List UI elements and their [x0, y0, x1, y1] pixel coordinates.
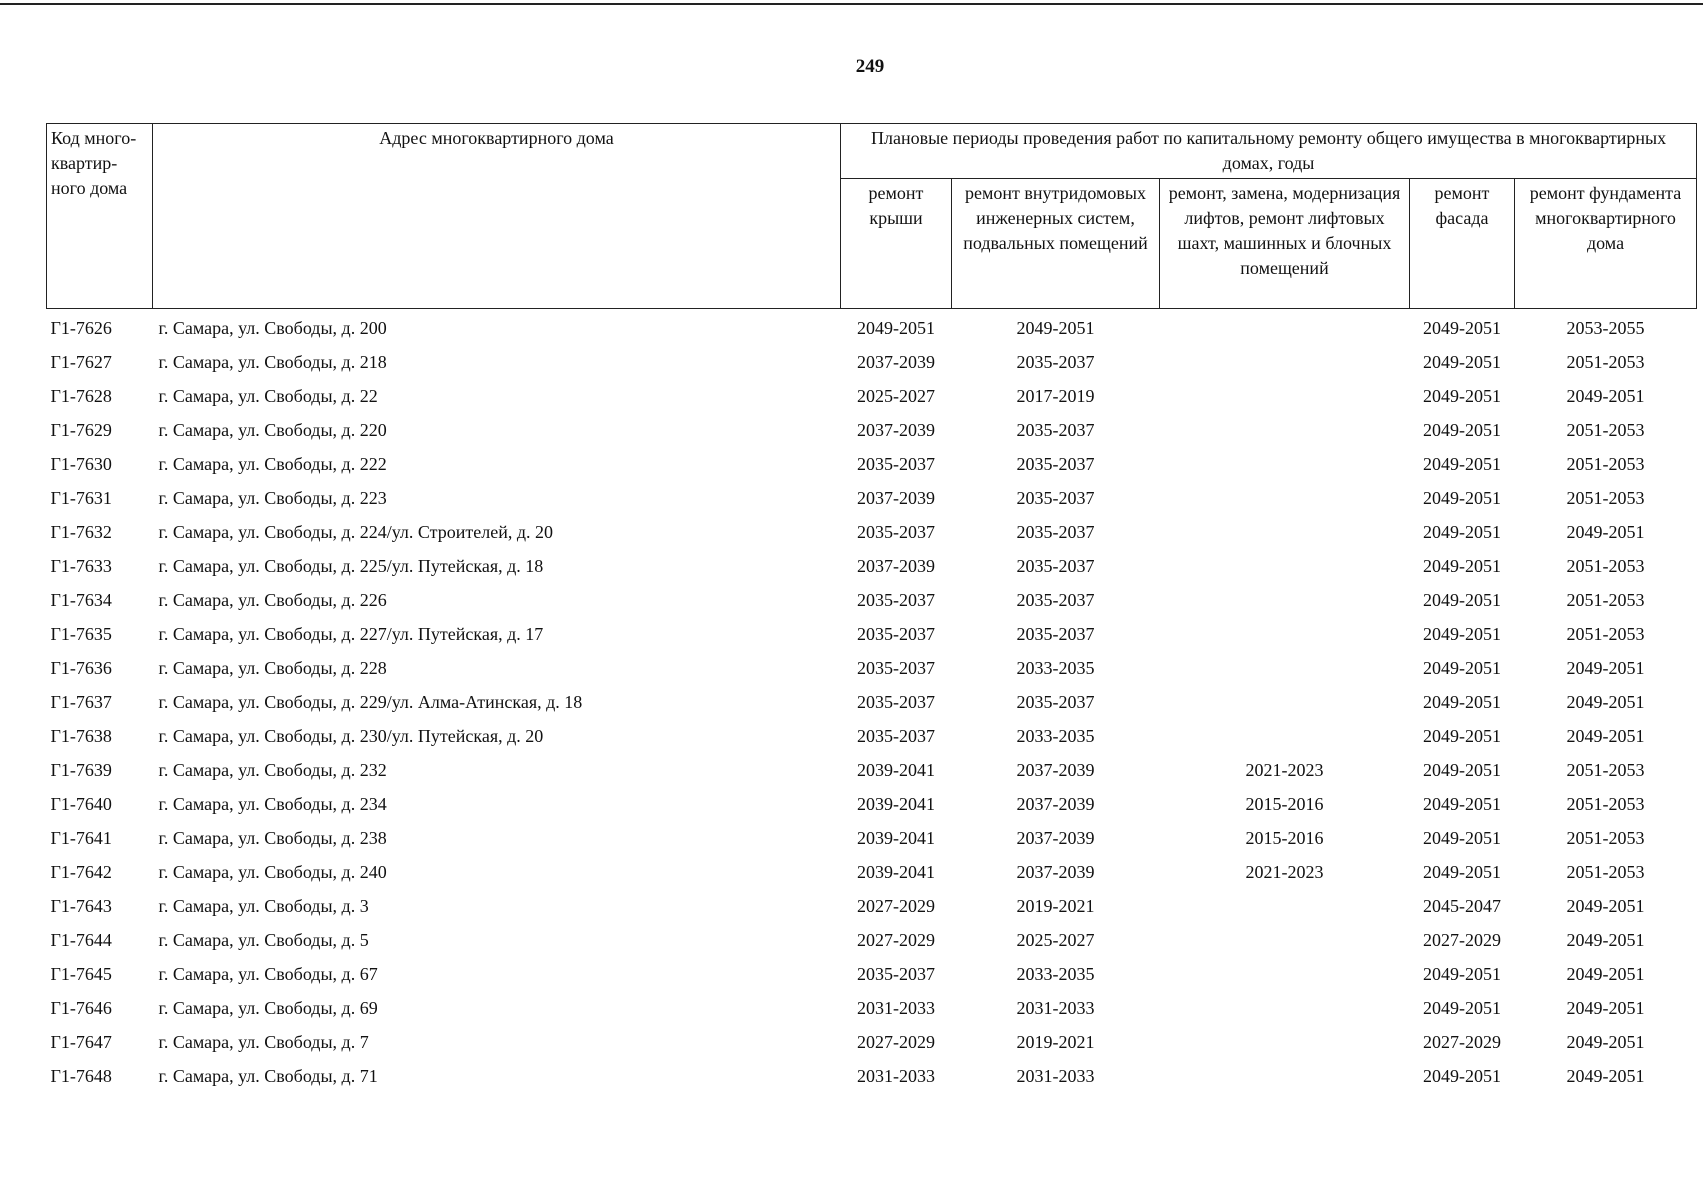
cell-code: Г1-7648 — [50, 1065, 112, 1086]
cell-code: Г1-7634 — [50, 589, 112, 610]
cell-lifts — [1160, 1059, 1410, 1093]
cell-code: Г1-7627 — [50, 351, 112, 372]
table-row — [47, 1025, 1697, 1059]
table-row — [47, 345, 1697, 379]
cell-code: Г1-7639 — [50, 759, 112, 780]
cell-foundation: 2051-2053 — [1566, 827, 1645, 848]
cell-engineering: 2035-2037 — [1016, 555, 1095, 576]
cell-foundation: 2049-2051 — [1566, 385, 1645, 406]
table-row — [47, 957, 1697, 991]
header-periods-group: Плановые периоды проведения работ по капитальному ремонту общего имущества в многоквартирных домах, годы — [841, 124, 1697, 179]
cell-foundation: 2051-2053 — [1566, 861, 1645, 882]
cell-roof: 2039-2041 — [857, 861, 935, 882]
cell-code: Г1-7626 — [50, 317, 112, 338]
cell-engineering: 2019-2021 — [1016, 1031, 1095, 1052]
cell-foundation: 2051-2053 — [1566, 759, 1645, 780]
cell-address: г. Самара, ул. Свободы, д. 227/ул. Путейская, д. 17 — [158, 623, 544, 644]
cell-facade: 2049-2051 — [1423, 521, 1501, 542]
cell-roof: 2035-2037 — [857, 657, 935, 678]
cell-roof: 2037-2039 — [857, 419, 935, 440]
cell-address: г. Самара, ул. Свободы, д. 222 — [158, 453, 387, 474]
header-roof: ремонт крыши — [841, 179, 952, 309]
cell-facade: 2049-2051 — [1423, 691, 1501, 712]
header-engineering: ремонт внутридомовых инженерных систем, подвальных помещений — [952, 179, 1160, 309]
cell-facade: 2049-2051 — [1423, 759, 1501, 780]
table-header — [47, 124, 1697, 309]
table-row — [47, 991, 1697, 1025]
cell-address: г. Самара, ул. Свободы, д. 224/ул. Строителей, д. 20 — [158, 521, 554, 542]
cell-code: Г1-7637 — [50, 691, 112, 712]
cell-engineering: 2037-2039 — [1016, 793, 1095, 814]
cell-address: г. Самара, ул. Свободы, д. 232 — [158, 759, 387, 780]
cell-address: г. Самара, ул. Свободы, д. 229/ул. Алма-Атинская, д. 18 — [158, 691, 583, 712]
cell-engineering: 2035-2037 — [1016, 419, 1095, 440]
cell-engineering: 2037-2039 — [1016, 827, 1095, 848]
cell-facade: 2049-2051 — [1423, 589, 1501, 610]
cell-foundation: 2051-2053 — [1566, 351, 1645, 372]
cell-roof: 2027-2029 — [857, 929, 935, 950]
cell-engineering: 2037-2039 — [1016, 861, 1095, 882]
cell-address: г. Самара, ул. Свободы, д. 22 — [158, 385, 378, 406]
cell-engineering: 2033-2035 — [1016, 725, 1095, 746]
table-row — [47, 413, 1697, 447]
cell-engineering: 2035-2037 — [1016, 521, 1095, 542]
cell-roof: 2039-2041 — [857, 759, 935, 780]
cell-address: г. Самара, ул. Свободы, д. 228 — [158, 657, 387, 678]
cell-facade: 2049-2051 — [1423, 963, 1501, 984]
cell-lifts — [1160, 1025, 1410, 1059]
cell-foundation: 2049-2051 — [1566, 657, 1645, 678]
table-row — [47, 549, 1697, 583]
cell-engineering: 2035-2037 — [1016, 453, 1095, 474]
cell-roof: 2035-2037 — [857, 623, 935, 644]
cell-facade: 2049-2051 — [1423, 623, 1501, 644]
cell-foundation: 2051-2053 — [1566, 793, 1645, 814]
cell-foundation: 2049-2051 — [1566, 691, 1645, 712]
cell-roof: 2031-2033 — [857, 997, 935, 1018]
cell-code: Г1-7630 — [50, 453, 112, 474]
cell-lifts — [1160, 549, 1410, 583]
table-row — [47, 719, 1697, 753]
cell-engineering: 2033-2035 — [1016, 657, 1095, 678]
cell-foundation: 2051-2053 — [1566, 419, 1645, 440]
cell-lifts: 2021-2023 — [1245, 759, 1324, 780]
cell-code: Г1-7632 — [50, 521, 112, 542]
cell-roof: 2025-2027 — [857, 385, 935, 406]
cell-code: Г1-7635 — [50, 623, 112, 644]
cell-facade: 2049-2051 — [1423, 453, 1501, 474]
cell-engineering: 2035-2037 — [1016, 589, 1095, 610]
cell-lifts — [1160, 309, 1410, 346]
cell-lifts — [1160, 617, 1410, 651]
cell-facade: 2049-2051 — [1423, 419, 1501, 440]
cell-lifts: 2021-2023 — [1245, 861, 1324, 882]
cell-facade: 2027-2029 — [1423, 1031, 1501, 1052]
cell-facade: 2027-2029 — [1423, 929, 1501, 950]
cell-engineering: 2017-2019 — [1016, 385, 1095, 406]
cell-roof: 2027-2029 — [857, 895, 935, 916]
cell-foundation: 2053-2055 — [1566, 317, 1645, 338]
cell-foundation: 2051-2053 — [1566, 555, 1645, 576]
cell-lifts — [1160, 889, 1410, 923]
cell-facade: 2049-2051 — [1423, 861, 1501, 882]
cell-engineering: 2031-2033 — [1016, 997, 1095, 1018]
cell-code: Г1-7638 — [50, 725, 112, 746]
cell-code: Г1-7629 — [50, 419, 112, 440]
cell-address: г. Самара, ул. Свободы, д. 225/ул. Путейская, д. 18 — [158, 555, 544, 576]
cell-foundation: 2049-2051 — [1566, 521, 1645, 542]
cell-roof: 2039-2041 — [857, 827, 935, 848]
cell-roof: 2049-2051 — [857, 317, 935, 338]
cell-lifts — [1160, 515, 1410, 549]
page-number: 249 — [855, 56, 885, 77]
cell-lifts — [1160, 957, 1410, 991]
cell-address: г. Самара, ул. Свободы, д. 5 — [158, 929, 369, 950]
cell-lifts — [1160, 379, 1410, 413]
cell-roof: 2035-2037 — [857, 963, 935, 984]
cell-code: Г1-7647 — [50, 1031, 112, 1052]
cell-roof: 2031-2033 — [857, 1065, 935, 1086]
cell-address: г. Самара, ул. Свободы, д. 71 — [158, 1065, 378, 1086]
cell-foundation: 2051-2053 — [1566, 623, 1645, 644]
header-foundation: ремонт фундамента многоквартирного дома — [1515, 179, 1697, 309]
cell-engineering: 2019-2021 — [1016, 895, 1095, 916]
cell-roof: 2037-2039 — [857, 555, 935, 576]
cell-address: г. Самара, ул. Свободы, д. 218 — [158, 351, 387, 372]
cell-address: г. Самара, ул. Свободы, д. 200 — [158, 317, 387, 338]
cell-lifts — [1160, 583, 1410, 617]
cell-facade: 2049-2051 — [1423, 657, 1501, 678]
cell-facade: 2049-2051 — [1423, 725, 1501, 746]
cell-foundation: 2049-2051 — [1566, 1065, 1645, 1086]
table-row — [47, 855, 1697, 889]
cell-facade: 2049-2051 — [1423, 317, 1501, 338]
cell-address: г. Самара, ул. Свободы, д. 230/ул. Путейская, д. 20 — [158, 725, 544, 746]
cell-address: г. Самара, ул. Свободы, д. 238 — [158, 827, 387, 848]
cell-engineering: 2035-2037 — [1016, 487, 1095, 508]
cell-code: Г1-7646 — [50, 997, 112, 1018]
cell-code: Г1-7631 — [50, 487, 112, 508]
header-facade: ремонт фасада — [1410, 179, 1515, 309]
cell-engineering: 2035-2037 — [1016, 623, 1095, 644]
cell-code: Г1-7642 — [50, 861, 112, 882]
cell-roof: 2037-2039 — [857, 487, 935, 508]
table-body — [47, 309, 1697, 1094]
table-row — [47, 481, 1697, 515]
cell-code: Г1-7645 — [50, 963, 112, 984]
header-code: Код много-квартир-ного дома — [47, 124, 153, 309]
table-row — [47, 379, 1697, 413]
cell-engineering: 2031-2033 — [1016, 1065, 1095, 1086]
cell-address: г. Самара, ул. Свободы, д. 3 — [158, 895, 369, 916]
cell-lifts — [1160, 651, 1410, 685]
cell-code: Г1-7636 — [50, 657, 112, 678]
cell-lifts — [1160, 413, 1410, 447]
cell-facade: 2049-2051 — [1423, 351, 1501, 372]
repair-schedule-table — [46, 123, 1697, 1093]
cell-lifts — [1160, 481, 1410, 515]
table-row — [47, 787, 1697, 821]
table-row — [47, 685, 1697, 719]
table-row — [47, 753, 1697, 787]
table-row — [47, 821, 1697, 855]
cell-foundation: 2051-2053 — [1566, 453, 1645, 474]
cell-foundation: 2049-2051 — [1566, 963, 1645, 984]
table-row — [47, 583, 1697, 617]
cell-roof: 2027-2029 — [857, 1031, 935, 1052]
cell-roof: 2035-2037 — [857, 521, 935, 542]
cell-address: г. Самара, ул. Свободы, д. 7 — [158, 1031, 369, 1052]
table-row — [47, 447, 1697, 481]
cell-roof: 2035-2037 — [857, 589, 935, 610]
header-lifts: ремонт, замена, модернизация лифтов, ремонт лифтовых шахт, машинных и блочных помещений — [1160, 179, 1410, 309]
cell-code: Г1-7633 — [50, 555, 112, 576]
cell-facade: 2049-2051 — [1423, 997, 1501, 1018]
cell-facade: 2049-2051 — [1423, 487, 1501, 508]
cell-engineering: 2035-2037 — [1016, 691, 1095, 712]
cell-lifts — [1160, 923, 1410, 957]
cell-code: Г1-7643 — [50, 895, 112, 916]
cell-address: г. Самара, ул. Свободы, д. 67 — [158, 963, 378, 984]
cell-code: Г1-7644 — [50, 929, 112, 950]
cell-engineering: 2025-2027 — [1016, 929, 1095, 950]
cell-facade: 2045-2047 — [1423, 895, 1501, 916]
cell-foundation: 2049-2051 — [1566, 1031, 1645, 1052]
cell-lifts — [1160, 719, 1410, 753]
cell-address: г. Самара, ул. Свободы, д. 240 — [158, 861, 387, 882]
table-row — [47, 309, 1697, 346]
table-row — [47, 923, 1697, 957]
cell-roof: 2037-2039 — [857, 351, 935, 372]
table-row — [47, 617, 1697, 651]
cell-engineering: 2035-2037 — [1016, 351, 1095, 372]
cell-roof: 2035-2037 — [857, 691, 935, 712]
table-row — [47, 651, 1697, 685]
cell-roof: 2039-2041 — [857, 793, 935, 814]
cell-facade: 2049-2051 — [1423, 793, 1501, 814]
cell-lifts — [1160, 991, 1410, 1025]
cell-lifts — [1160, 447, 1410, 481]
cell-code: Г1-7628 — [50, 385, 112, 406]
cell-foundation: 2051-2053 — [1566, 487, 1645, 508]
cell-facade: 2049-2051 — [1423, 1065, 1501, 1086]
cell-address: г. Самара, ул. Свободы, д. 220 — [158, 419, 387, 440]
table-row — [47, 515, 1697, 549]
top-rule — [0, 3, 1703, 5]
cell-foundation: 2049-2051 — [1566, 895, 1645, 916]
cell-lifts: 2015-2016 — [1245, 827, 1324, 848]
cell-foundation: 2049-2051 — [1566, 997, 1645, 1018]
cell-engineering: 2033-2035 — [1016, 963, 1095, 984]
cell-address: г. Самара, ул. Свободы, д. 226 — [158, 589, 387, 610]
cell-address: г. Самара, ул. Свободы, д. 223 — [158, 487, 387, 508]
cell-address: г. Самара, ул. Свободы, д. 69 — [158, 997, 378, 1018]
cell-foundation: 2049-2051 — [1566, 929, 1645, 950]
table-row — [47, 1059, 1697, 1093]
cell-facade: 2049-2051 — [1423, 555, 1501, 576]
cell-address: г. Самара, ул. Свободы, д. 234 — [158, 793, 387, 814]
cell-lifts — [1160, 685, 1410, 719]
cell-engineering: 2049-2051 — [1016, 317, 1095, 338]
cell-code: Г1-7640 — [50, 793, 112, 814]
cell-foundation: 2051-2053 — [1566, 589, 1645, 610]
cell-facade: 2049-2051 — [1423, 827, 1501, 848]
cell-lifts — [1160, 345, 1410, 379]
cell-lifts: 2015-2016 — [1245, 793, 1324, 814]
cell-foundation: 2049-2051 — [1566, 725, 1645, 746]
header-address: Адрес многоквартирного дома — [153, 124, 841, 309]
cell-code: Г1-7641 — [50, 827, 112, 848]
cell-roof: 2035-2037 — [857, 453, 935, 474]
cell-engineering: 2037-2039 — [1016, 759, 1095, 780]
cell-roof: 2035-2037 — [857, 725, 935, 746]
cell-facade: 2049-2051 — [1423, 385, 1501, 406]
table-row — [47, 889, 1697, 923]
